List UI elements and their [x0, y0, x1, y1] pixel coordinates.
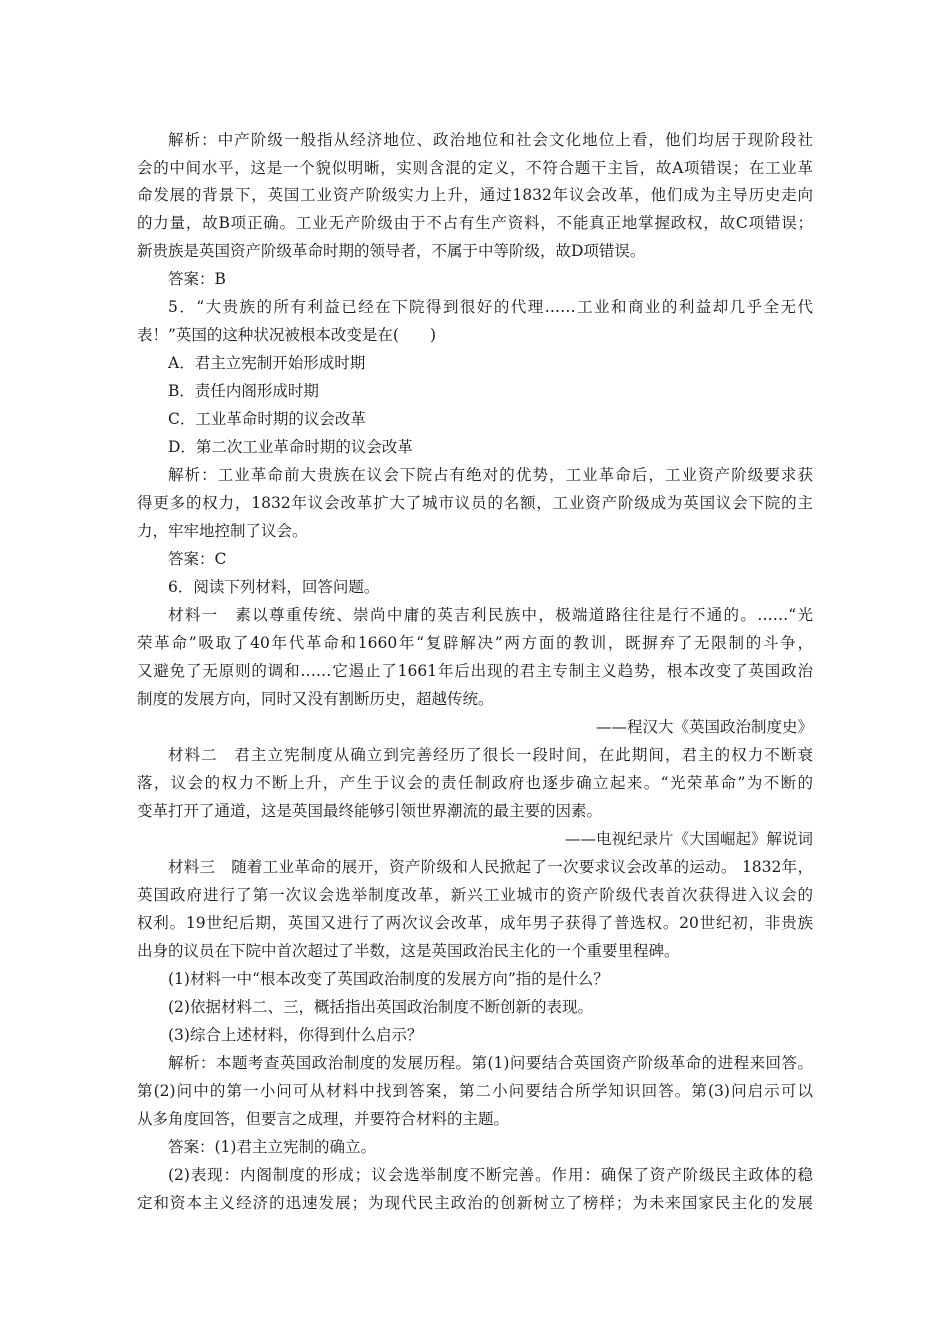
answer-line: 答案：B	[168, 270, 226, 288]
answer-line: 答案：(1)君主立宪制的确立。	[168, 1138, 376, 1156]
material-2-line: 变革打开了通道，这是英国最终能够引领世界潮流的最主要的因素。	[137, 802, 603, 820]
paragraph-line: 得更多的权力，1832年议会改革扩大了城市议员的名额，工业资产阶级成为英国议会下院的主	[137, 494, 813, 512]
paragraph-line: 的力量，故B项正确。工业无产阶级由于不占有生产资料，不能真正地掌握政权，故C项错误；	[137, 214, 813, 232]
sub-question-3: (3)综合上述材料，你得到什么启示？	[168, 1026, 423, 1044]
material-3-line: 英国政府进行了第一次议会选举制度改革，新兴工业城市的资产阶级代表首次获得进入议会的	[137, 886, 813, 904]
option-d: D．第二次工业革命时期的议会改革	[168, 438, 413, 456]
paragraph-line: 解析：本题考查英国政治制度的发展历程。第(1)问要结合英国资产阶级革命的进程来回答。	[168, 1054, 813, 1072]
paragraph-line: 命发展的背景下，英国工业资产阶级实力上升，通过1832年议会改革，他们成为主导历史走向	[137, 186, 813, 204]
material-1-source: ——程汉大《英国政治制度史》	[595, 718, 813, 736]
material-1-line: 荣革命”吸取了40年代革命和1660年“复辟解决”两方面的教训，既摒弃了无限制的斗争，	[137, 634, 813, 652]
paragraph-line: 会的中间水平，这是一个貌似明晰，实则含混的定义，不符合题干主旨，故A项错误；在工业革	[137, 159, 813, 177]
paragraph-line: 新贵族是英国资产阶级革命时期的领导者，不属于中等阶级，故D项错误。	[137, 242, 646, 260]
option-c: C．工业革命时期的议会改革	[168, 410, 366, 428]
material-2-source: ——电视纪录片《大国崛起》解说词	[564, 830, 813, 848]
answer-line: 定和资本主义经济的迅速发展；为现代民主政治的创新树立了榜样；为未来国家民主化的发展	[137, 1194, 813, 1212]
question-5-stem: 5．“大贵族的所有利益已经在下院得到很好的代理……工业和商业的利益却几乎全无代	[168, 298, 813, 316]
material-2-line: 落，议会的权力不断上升，产生于议会的责任制政府也逐步确立起来。“光荣革命”为不断的	[137, 774, 813, 792]
paragraph-line: 解析：工业革命前大贵族在议会下院占有绝对的优势，工业革命后，工业资产阶级要求获	[168, 466, 813, 484]
paragraph-line: 从多角度回答，但要言之成理，并要符合材料的主题。	[137, 1110, 510, 1128]
material-1-line: 制度的发展方向，同时又没有割断历史，超越传统。	[137, 690, 494, 708]
question-5-stem: 表！”英国的这种状况被根本改变是在( )	[137, 326, 437, 344]
question-6-stem: 6．阅读下列材料，回答问题。	[168, 578, 380, 596]
sub-question-2: (2)依据材料二、三，概括指出英国政治制度不断创新的表现。	[168, 998, 593, 1016]
material-2-line: 材料二 君主立宪制度从确立到完善经历了很长一段时间，在此期间，君主的权力不断衰	[168, 746, 813, 764]
sub-question-1: (1)材料一中“根本改变了英国政治制度的发展方向”指的是什么？	[168, 970, 609, 988]
option-a: A．君主立宪制开始形成时期	[168, 354, 366, 372]
answer-line: 答案：C	[168, 550, 227, 568]
material-1-line: 又避免了无原则的调和……它遏止了1661年后出现的君主专制主义趋势，根本改变了英国政治	[137, 662, 813, 680]
material-3-line: 材料三 随着工业革命的展开，资产阶级和人民掀起了一次要求议会改革的运动。 1832年，	[168, 858, 813, 876]
paragraph-line: 解析：中产阶级一般指从经济地位、政治地位和社会文化地位上看，他们均居于现阶段社	[168, 131, 813, 149]
material-3-line: 出身的议员在下院中首次超过了半数，这是英国政治民主化的一个重要里程碑。	[137, 942, 680, 960]
paragraph-line: 第(2)问中的第一小问可从材料中找到答案，第二小问要结合所学知识回答。第(3)问启示可以	[137, 1082, 813, 1100]
material-3-line: 权利。19世纪后期，英国又进行了两次议会改革，成年男子获得了普选权。20世纪初，非贵族	[137, 914, 813, 932]
paragraph-line: 力，牢牢地控制了议会。	[137, 522, 308, 540]
option-b: B．责任内阁形成时期	[168, 382, 319, 400]
answer-line: (2)表现：内阁制度的形成；议会选举制度不断完善。作用：确保了资产阶级民主政体的稳	[168, 1166, 813, 1184]
material-1-line: 材料一 素以尊重传统、崇尚中庸的英吉利民族中，极端道路往往是行不通的。……“光	[168, 606, 813, 624]
